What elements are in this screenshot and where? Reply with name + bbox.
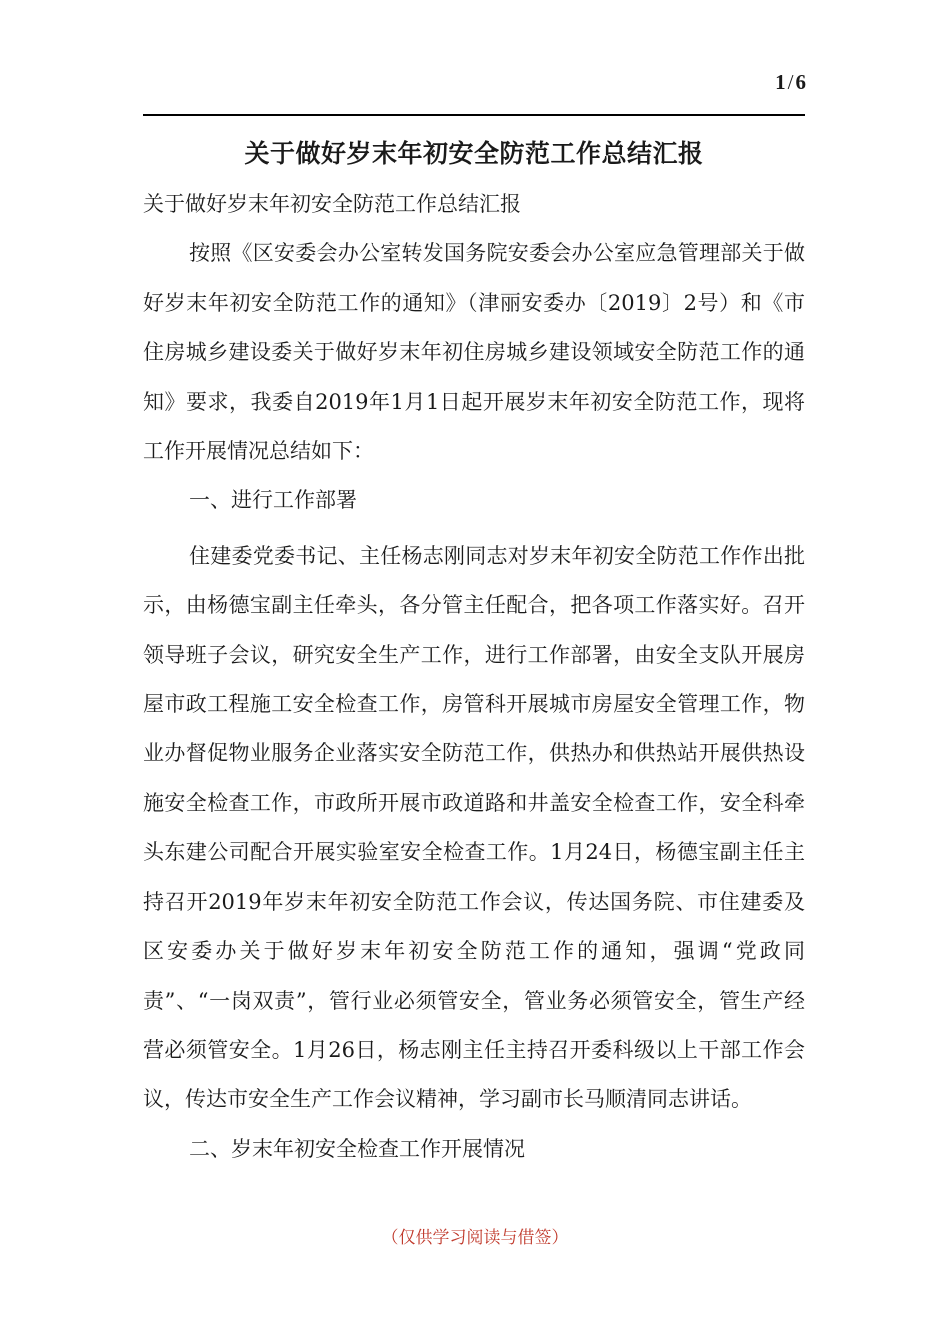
page-current: 1 — [775, 70, 787, 94]
subtitle-paragraph: 关于做好岁末年初安全防范工作总结汇报 — [143, 192, 521, 216]
intro-paragraph: 按照《区安委会办公室转发国务院安委会办公室应急管理部关于做好岁末年初安全防范工作的通知》（津丽安委办〔2019〕2号）和《市住房城乡建设委关于做好岁末年初住房城乡建设领域安全防范工作的通知》要求，我委自2019年1月1日起开展岁末年初安全防范工作，现将工作开展情况总结如下： — [143, 241, 805, 464]
section-heading-1: 一、进行工作部署 — [189, 488, 357, 513]
footer-note: （仅供学习阅读与借签） — [381, 1228, 569, 1248]
body-paragraph: 住建委党委书记、主任杨志刚同志对岁末年初安全防范工作作出批示，由杨德宝副主任牵头，各分管主任配合，把各项工作落实好。召开领导班子会议，研究安全生产工作，进行工作部署，由安全支队开展房屋市政工程施工安全检查工作，房管科开展城市房屋安全管理工作，物业办督促物业服务企业落实安全防范工作，供热办和供热站开展供热设施安全检查工作，市政所开展市政道路和井盖安全检查工作，安全科牵头东建公司配合开展实验室安全检查工作。1月24日，杨德宝副主任主持召开2019年岁末年初安全防范工作会议，传达国务院、市住建委及区安委办关于做好岁末年初安全防范工作的通知，强调“党政同责”、“一岗双责”，管行业必须管安全，管业务必须管安全，管生产经营必须管安全。1月26日，杨志刚主任主持召开委科级以上干部工作会议，传达市安全生产工作会议精神，学习副市长马顺清同志讲话。 — [143, 543, 805, 1112]
page-total: 6 — [795, 70, 807, 94]
page-separator: / — [787, 70, 795, 94]
document-title: 关于做好岁末年初安全防范工作总结汇报 — [244, 139, 704, 168]
header-rule — [143, 114, 805, 116]
section-heading-2: 二、岁末年初安全检查工作开展情况 — [189, 1136, 525, 1161]
page-number — [775, 70, 807, 95]
document-body — [143, 180, 805, 1174]
